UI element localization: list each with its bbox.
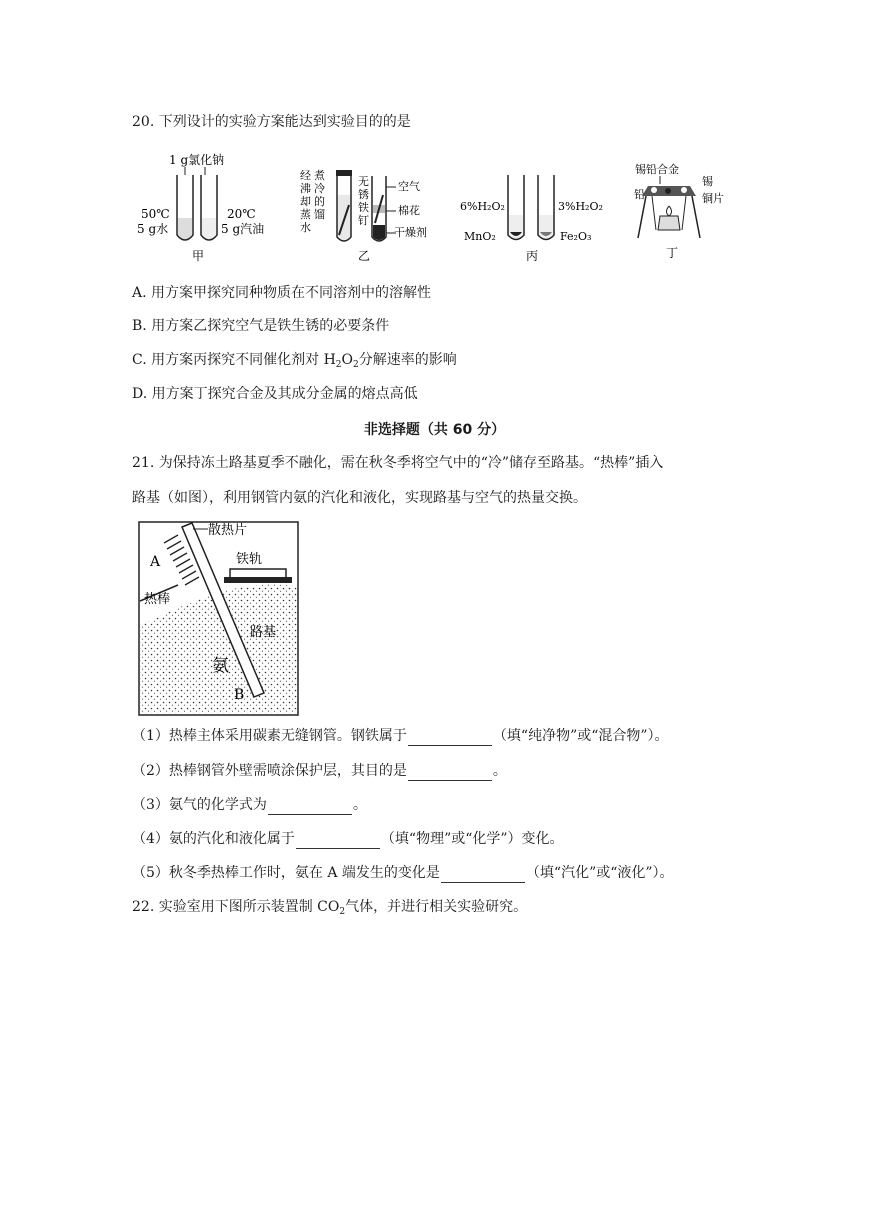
figure-ding [630,160,740,265]
answer-blank-4[interactable] [296,834,380,849]
ding-caption: 丁 [666,246,679,260]
answer-blank-5[interactable] [441,868,525,883]
bing-caption: 丙 [526,249,539,263]
yi-air: 空气 [398,180,420,193]
svg-text:冷: 冷 [314,182,325,195]
q21-part2: （2）热棒钢管外壁需喷涂保护层，其目的是 。 [132,763,507,779]
figure-bing [458,170,618,265]
jia-left-liquid: 5 g水 [137,222,169,236]
q21-part5: （5）秋冬季热棒工作时，氨在 A 端发生的变化是 （填“汽化”或“液化”）。 [132,865,674,881]
q20-option-a: A. 用方案甲探究同种物质在不同溶剂中的溶解性 [132,285,432,301]
yi-vertical-left-text [300,168,325,234]
roadbed-label: 路基 [250,625,277,640]
q21-stem-line2: 路基（如图），利用钢管内氨的汽化和液化，实现路基与空气的热量交换。 [132,490,587,506]
svg-text:却: 却 [300,195,311,208]
svg-text:铁: 铁 [358,201,369,214]
q20-stem: 20. 下列设计的实验方案能达到实验目的的是 [132,114,411,130]
svg-text:经: 经 [300,169,311,182]
svg-text:锈: 锈 [358,188,369,201]
q21-part3: （3）氨气的化学式为 。 [132,797,367,813]
jia-left-temp: 50℃ [141,207,170,221]
jia-right-liquid: 5 g汽油 [221,222,265,236]
answer-blank-2[interactable] [408,766,492,781]
bing-right-cat: Fe₂O₃ [560,230,592,243]
q20-option-d: D. 用方案丁探究合金及其成分金属的熔点高低 [132,386,418,402]
ding-tin: 锡 [702,175,713,188]
fins-label: 散热片 [208,523,248,538]
svg-text:的: 的 [314,195,325,208]
section-title: 非选择题（共 60 分） [363,422,506,438]
svg-text:钉: 钉 [358,214,369,227]
q21-stem-line1: 21. 为保持冻土路基夏季不融化，需在秋冬季将空气中的“冷”储存至路基。“热棒”插入 [132,455,664,471]
alcohol-lamp [658,216,680,230]
figure-yi [298,165,428,265]
ammonia-label: 氨 [212,656,229,676]
svg-text:无: 无 [358,175,369,188]
rod-label: 热棒 [144,592,171,607]
svg-text:蒸: 蒸 [300,208,311,221]
yi-vertical-mid-text [358,175,369,227]
figure-jia [135,150,275,265]
label-b: B [234,687,245,703]
ding-lead: 铅 [634,188,645,201]
label-a: A [150,554,161,570]
svg-text:沸: 沸 [300,182,311,195]
q20-option-b: B. 用方案乙探究空气是铁生锈的必要条件 [132,318,390,334]
q21-part4: （4）氨的汽化和液化属于 （填“物理”或“化学”）变化。 [132,831,564,847]
yi-cotton: 棉花 [398,204,420,217]
jia-right-temp: 20℃ [227,207,256,221]
svg-text:煮: 煮 [314,169,325,182]
ding-copper: 铜片 [702,192,724,205]
svg-text:水: 水 [300,221,311,234]
jia-top-label: 1 g氯化钠 [169,153,225,167]
yi-caption: 乙 [358,249,371,263]
ding-alloy: 锡铅合金 [635,163,679,176]
jia-caption: 甲 [192,249,205,263]
rail-label: 铁轨 [236,552,263,567]
bing-left-cat: MnO₂ [464,230,496,243]
q20-option-c: C. 用方案丙探究不同催化剂对 $H_2O_2$分解速率的影响 [132,352,457,370]
heat-pipe-figure [138,521,300,717]
answer-blank-3[interactable] [268,800,352,815]
bing-right-conc: 3%H₂O₂ [558,200,603,213]
q22-stem: 22. 实验室用下图所示装置制 $CO_2$气体，并进行相关实验研究。 [132,899,528,917]
svg-text:馏: 馏 [314,208,325,221]
bing-left-conc: 6%H₂O₂ [460,200,505,213]
q21-part1: （1）热棒主体采用碳素无缝钢管。钢铁属于 （填“纯净物”或“混合物”）。 [132,728,669,744]
answer-blank-1[interactable] [408,731,492,746]
yi-desiccant: 干燥剂 [394,226,427,239]
